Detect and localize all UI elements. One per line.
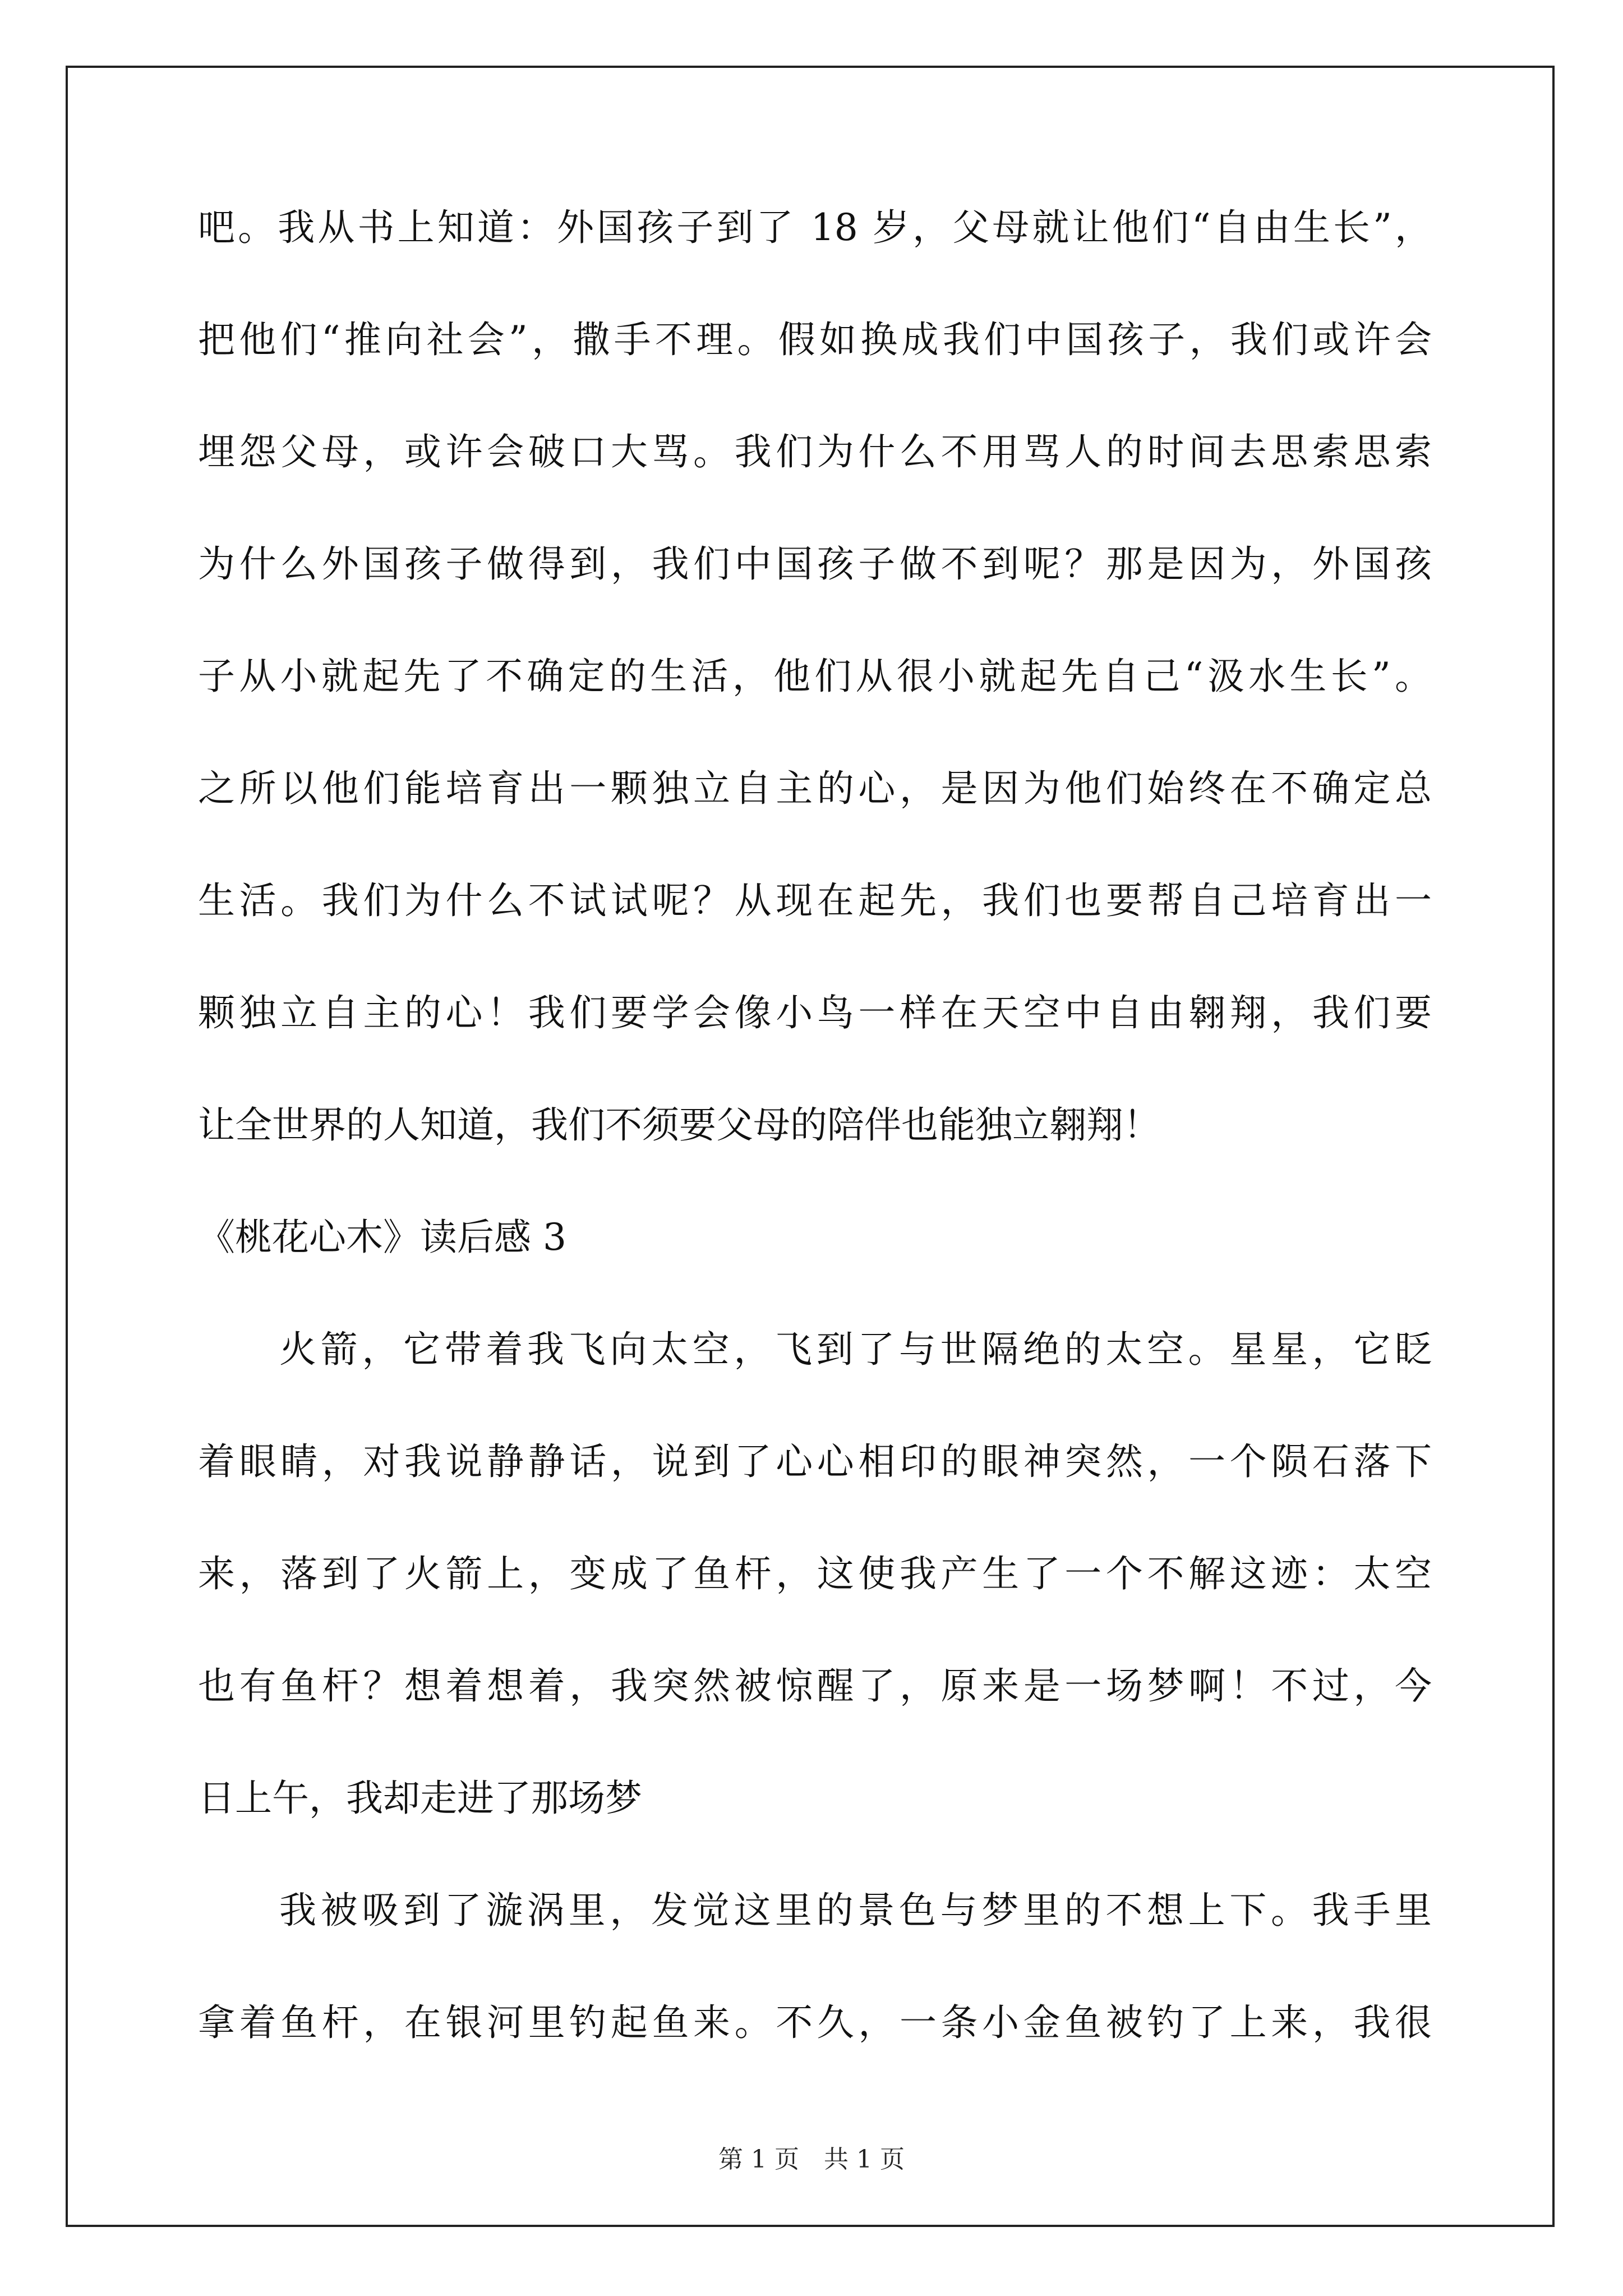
text-line: 也有鱼杆？想着想着，我突然被惊醒了，原来是一场梦啊！不过，今 [198,1664,1432,1708]
text-line: 把他们“推向社会”，撒手不理。假如换成我们中国孩子，我们或许会 [198,318,1432,361]
document-body [198,206,1432,2116]
text-line: 我被吸到了漩涡里，发觉这里的景色与梦里的不想上下。我手里 [279,1889,1432,1932]
text-line: 吧。我从书上知道：外国孩子到了 18 岁，父母就让他们“自由生长”， [198,206,1432,249]
text-line: 日上午，我却走进了那场梦 [198,1777,642,1820]
text-line: 之所以他们能培育出一颗独立自主的心，是因为他们始终在不确定总 [198,767,1432,810]
text-line: 来，落到了火箭上，变成了鱼杆，这使我产生了一个不解这迹：太空 [198,1552,1432,1595]
text-line: 颗独立自主的心！我们要学会像小鸟一样在天空中自由翱翔，我们要 [198,991,1432,1034]
text-line: 着眼睛，对我说静静话，说到了心心相印的眼神突然，一个陨石落下 [198,1440,1432,1483]
text-line: 埋怨父母，或许会破口大骂。我们为什么不用骂人的时间去思索思索 [198,430,1432,473]
page-number-footer: 第 1 页 共 1 页 [718,2145,905,2174]
text-line: 生活。我们为什么不试试呢？从现在起先，我们也要帮自己培育出一 [198,879,1432,922]
text-line: 子从小就起先了不确定的生活，他们从很小就起先自己“汲水生长”。 [198,655,1432,698]
text-line: 为什么外国孩子做得到，我们中国孩子做不到呢？那是因为，外国孩 [198,542,1432,586]
text-line: 拿着鱼杆，在银河里钓起鱼来。不久，一条小金鱼被钓了上来，我很 [198,2001,1432,2044]
text-line: 火箭，它带着我飞向太空，飞到了与世隔绝的太空。星星，它眨 [279,1328,1432,1371]
text-line: 让全世界的人知道，我们不须要父母的陪伴也能独立翱翔！ [198,1103,1160,1147]
section-heading: 《桃花心木》读后感 3 [198,1216,566,1259]
